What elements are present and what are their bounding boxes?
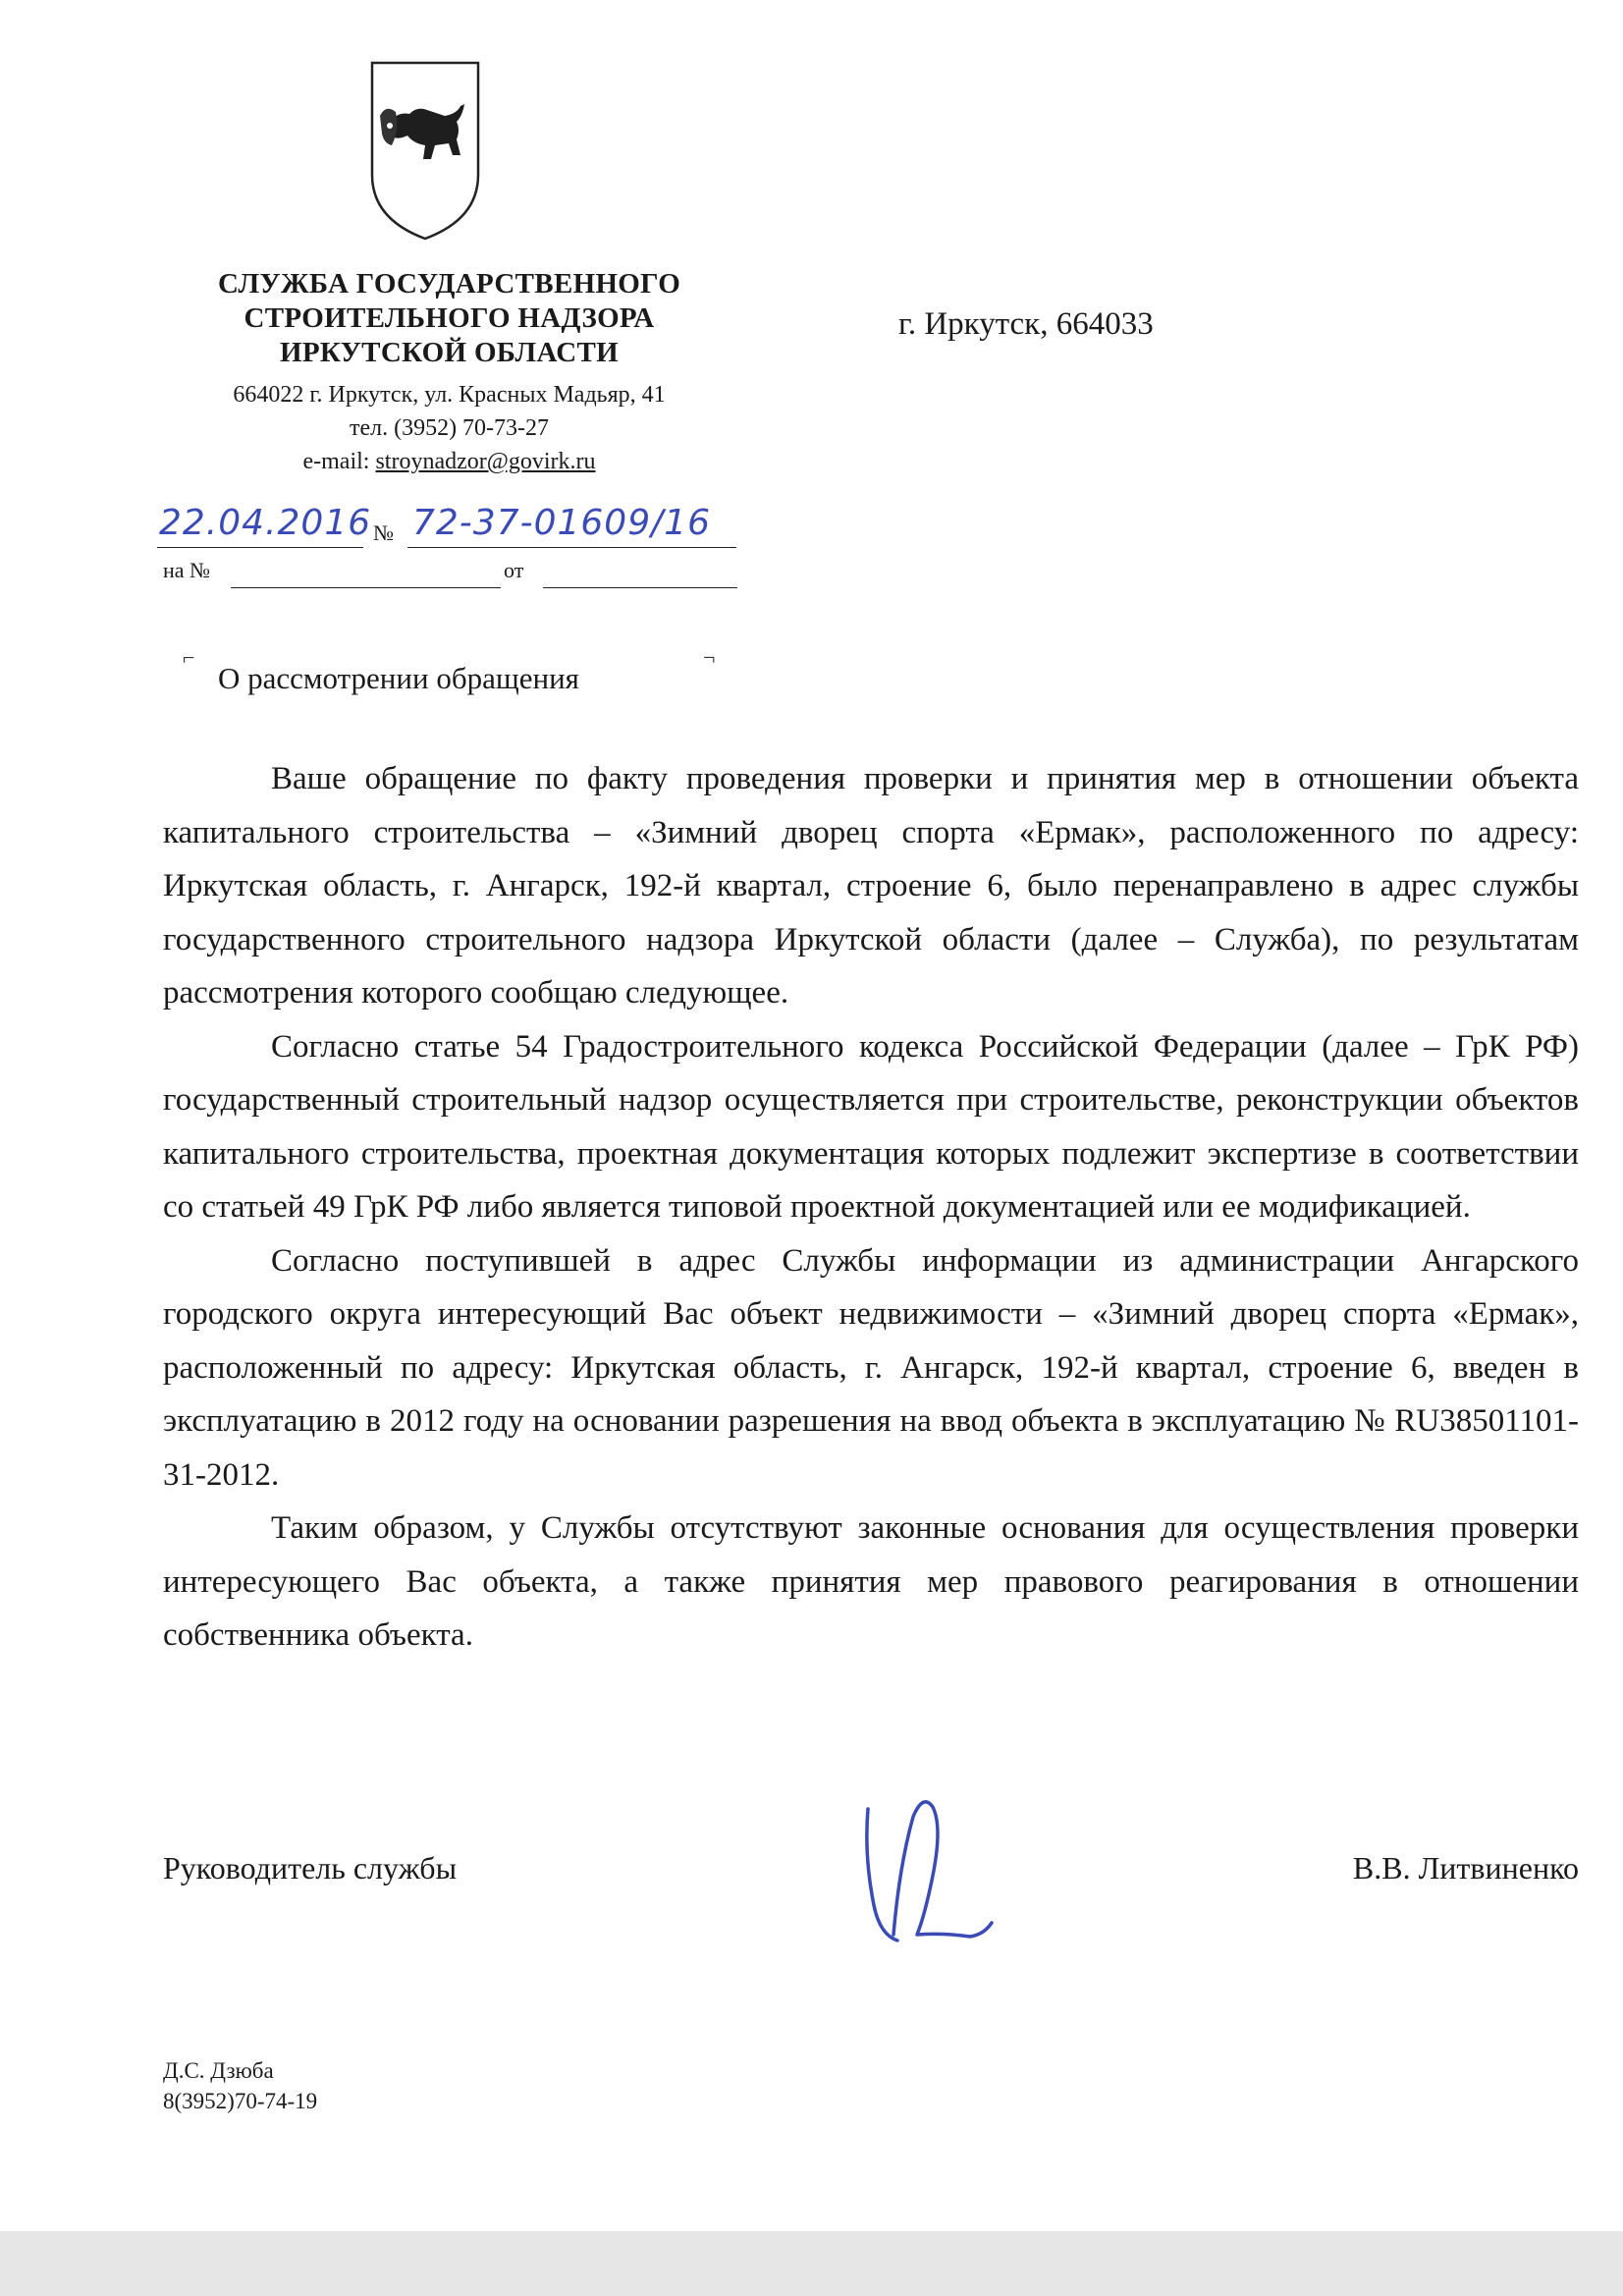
email-label: e-mail:	[302, 449, 370, 474]
signer-name: В.В. Литвиненко	[1352, 1850, 1579, 1886]
ref-number-label: на №	[163, 558, 211, 582]
org-name-line: СЛУЖБА ГОСУДАРСТВЕННОГО	[217, 268, 681, 300]
body-paragraph: Таким образом, у Службы отсутствуют законные основания для осуществления проверки интересующего Вас объекта, а также принятия мер правового реагирования в отношении собственника объекта.	[163, 1510, 1579, 1653]
handwritten-signature	[854, 1787, 1001, 1954]
coat-of-arms-icon	[366, 57, 484, 244]
org-phone: тел. (3952) 70-73-27	[349, 415, 550, 441]
handwritten-date: 22.04.2016	[159, 503, 372, 543]
recipient-city: г. Иркутск, 664033	[898, 306, 1154, 342]
organization-name	[157, 267, 741, 370]
executor-info	[163, 2055, 317, 2116]
body-paragraph: Согласно поступившей в адрес Службы информации из администрации Ангарского городского округа интересующий Вас объект недвижимости – «Зимний дворец спорта «Ермак», расположенный по адресу: Иркутская область, г. Ангарск, 192-й квартал, строение 6, введен в эксплуатацию в 2012 году на основании разрешения на ввод объекта в эксплуатацию № RU38501101-31-2012.	[163, 1242, 1579, 1493]
body-paragraph: Согласно статье 54 Градостроительного кодекса Российской Федерации (далее – ГрК РФ) государственный строительный надзор осуществляется при строительстве, реконструкции объектов капитального строительства, проектная документация которых подлежит экспертизе в соответствии со статьей 49 ГрК РФ либо является типовой проектной документацией или ее модификацией.	[163, 1028, 1579, 1225]
handwritten-number: 72-37-01609/16	[412, 503, 712, 543]
org-email-line	[157, 445, 741, 478]
letter-subject: О рассмотрении обращения	[218, 661, 579, 695]
ref-number-field	[231, 587, 501, 588]
organization-contacts	[157, 378, 741, 478]
date-underline	[157, 547, 363, 548]
body-paragraph: Ваше обращение по факту проведения проверки и принятия мер в отношении объекта капитального строительства – «Зимний дворец спорта «Ермак», расположенного по адресу: Иркутская область, г. Ангарск, 192-й квартал, строение 6, было перенаправлено в адрес службы государственного строительного надзора Иркутской области (далее – Служба), по результатам рассмотрения которого сообщаю следующее.	[163, 761, 1579, 1011]
org-address: 664022 г. Иркутск, ул. Красных Мадьяр, 41	[233, 382, 666, 408]
executor-phone: 8(3952)70-74-19	[163, 2089, 318, 2113]
ref-from-label: от	[504, 558, 524, 582]
executor-name: Д.С. Дзюба	[163, 2058, 274, 2083]
ref-date-field	[543, 587, 737, 588]
letter-body	[163, 752, 1579, 1663]
scan-bottom-edge	[0, 2231, 1623, 2296]
number-sign: №	[373, 520, 394, 545]
email-link[interactable]: stroynadzor@govirk.ru	[375, 449, 596, 474]
signer-title: Руководитель службы	[163, 1850, 458, 1886]
org-name-line: СТРОИТЕЛЬНОГО НАДЗОРА	[243, 302, 655, 334]
subject-corner-right: ¬	[703, 645, 716, 670]
subject-corner-left: ⌐	[183, 645, 195, 670]
org-name-line: ИРКУТСКОЙ ОБЛАСТИ	[279, 337, 619, 368]
number-underline	[407, 547, 736, 548]
